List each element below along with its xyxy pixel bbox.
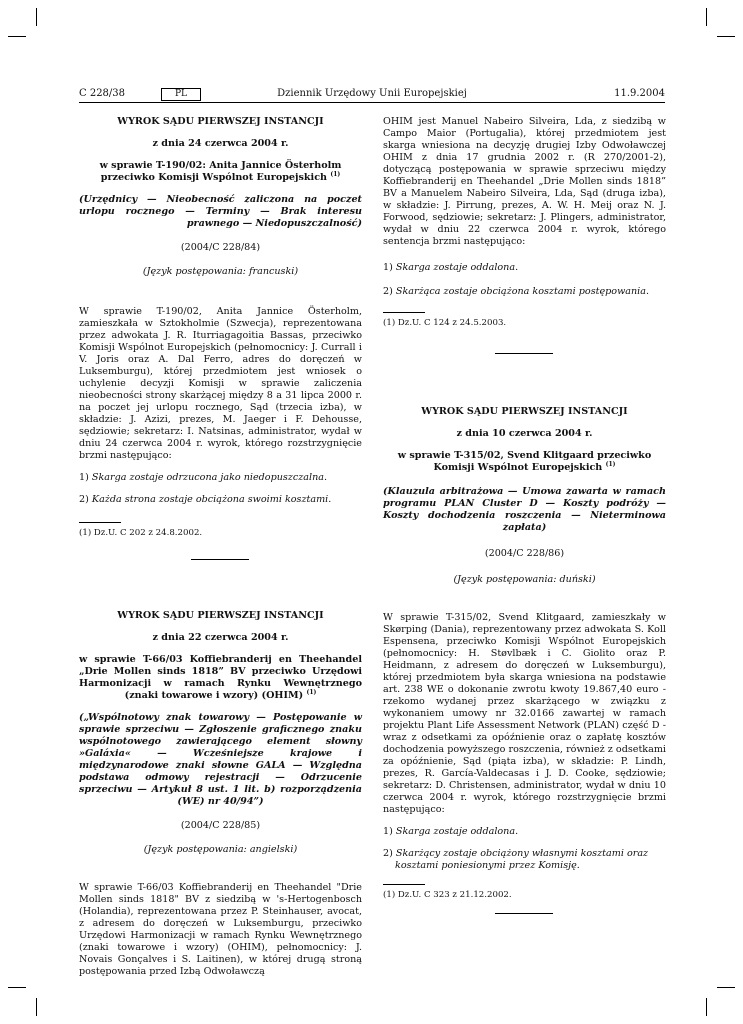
crop-mark <box>706 8 707 26</box>
footnote-mark: (1) <box>330 170 341 178</box>
procedure-language: (Język postępowania: francuski) <box>142 266 299 277</box>
judgment-subject <box>79 160 362 184</box>
judgment-subject <box>79 654 362 702</box>
journal-title: Dziennik Urzędowy Unii Europejskiej <box>277 88 467 99</box>
judgment-body-continued: OHIM jest Manuel Nabeiro Silveira, Lda, z siedzibą w Campo Maior (Portugalia), której przedmiotem jest skarga wniesiona na decyzję drugiej Izby Odwoławczej OHIM z dnia 17 grudnia 2002 r. (R 270/2001-2), dotyczącą postępowania w sprawie sprzeciwu między Koffiebranderij en Theehandel „Drie Mollen sinds 1818” BV a Manuelem Nabeiro Silveira, Lda, Sąd (druga izba), w składzie: J. Pirrung, prezes, A. W. H. Meij oraz N. J. Forwood, sędziowie; sekretarz: J. Plingers, administrator, wydał w dniu 22 czerwca 2004 r. wyrok, którego sentencja brzmi następująco: <box>383 116 666 247</box>
section-separator <box>495 353 553 354</box>
operative-item <box>383 286 666 298</box>
left-column <box>79 116 362 978</box>
crop-mark <box>36 8 37 26</box>
item-text: Skarżący zostaje obciążony własnymi kosztami oraz kosztami poniesionymi przez Komisję. <box>395 848 649 871</box>
item-number: 2) <box>79 494 89 505</box>
section-separator <box>495 913 553 914</box>
footnote: (1) Dz.U. C 323 z 21.12.2002. <box>383 890 512 900</box>
item-text: Skarga zostaje oddalona. <box>395 262 519 273</box>
item-text: Skarga zostaje odrzucona jako niedopuszczalna. <box>91 472 328 483</box>
judgment-title: WYROK SĄDU PIERWSZEJ INSTANCJI <box>117 116 324 127</box>
judgment-date: z dnia 10 czerwca 2004 r. <box>456 428 593 439</box>
judgment-t-66-03 <box>79 610 362 978</box>
item-number: 1) <box>79 472 89 483</box>
issue-date: 11.9.2004 <box>614 88 665 99</box>
procedure-language: (Język postępowania: angielski) <box>143 844 298 855</box>
subject-text: w sprawie T-315/02, Svend Klitgaard przeciwko Komisji Wspólnot Europejskich <box>397 450 652 473</box>
judgment-title: WYROK SĄDU PIERWSZEJ INSTANCJI <box>117 610 324 621</box>
footnote-mark: (1) <box>605 460 616 468</box>
judgment-keywords: (Klauzula arbitrażowa — Umowa zawarta w ramach programu PLAN Cluster D — Koszty podróży — Koszty dochodzenia roszczenia — Nieterminowa zapłata) <box>383 486 666 533</box>
operative-item <box>383 826 666 838</box>
footnote-rule <box>383 312 425 313</box>
page-reference: C 228/38 <box>79 88 126 99</box>
judgment-date: z dnia 22 czerwca 2004 r. <box>152 632 289 643</box>
crop-mark <box>717 987 735 988</box>
judgment-t-190-02 <box>79 116 362 539</box>
footnote-mark: (1) <box>306 688 317 696</box>
judgment-subject <box>383 450 666 474</box>
operative-item <box>383 262 666 274</box>
subject-text: w sprawie T-66/03 Koffiebranderij en Theehandel „Drie Mollen sinds 1818” BV przeciwko Urzędowi Harmonizacji w ramach Rynku Wewnętrznego (znaki towarowe i wzory) (OHIM) <box>79 654 362 701</box>
crop-mark <box>36 998 37 1016</box>
subject-text: w sprawie T-190/02: Anita Jannice Österholm przeciwko Komisji Wspólnot Europejskich <box>99 160 342 183</box>
judgment-keywords: („Wspólnotowy znak towarowy — Postępowanie w sprawie sprzeciwu — Zgłoszenie graficznego znaku wspólnotowego zawierającego element słowny »Galáxia« — Wcześniejsze krajowe i międzynarodowe znaki słowne GALA — Względna podstawa odmowy rejestracji — Odrzucenie sprzeciwu — Artykuł 8 ust. 1 lit. b) rozporządzenia (WE) nr 40/94”) <box>79 712 362 807</box>
language-badge: PL <box>161 88 201 101</box>
operative-item <box>383 848 666 872</box>
footnote: (1) Dz.U. C 124 z 24.5.2003. <box>383 318 507 328</box>
judgment-body: W sprawie T-190/02, Anita Jannice Österholm, zamieszkała w Sztokholmie (Szwecja), reprezentowana przez adwokata J. R. Iturriagagoitia Bassas, przeciwko Komisji Wspólnot Europejskich (pełnomocnicy: J. Currall i V. Joris oraz A. Dal Ferro, adres do doręczeń w Luksemburgu), której przedmiotem jest wniosek o uchylenie decyzji Komisji w sprawie zaliczenia nieobecności strony skarżącej między 8 a 31 lipca 2000 r. na poczet jej urlopu rocznego, Sąd (trzecia izba), w składzie: J. Azizi, prezes, M. Jaeger i F. Dehousse, sędziowie; sekretarz: I. Natsinas, administrator, wydał w dniu 24 czerwca 2004 r. wyrok, którego rozstrzygnięcie brzmi następująco: <box>79 306 362 461</box>
operative-item <box>79 494 362 506</box>
crop-mark <box>8 36 26 37</box>
judgment-title: WYROK SĄDU PIERWSZEJ INSTANCJI <box>421 406 628 417</box>
footnote: (1) Dz.U. C 202 z 24.8.2002. <box>79 528 203 538</box>
item-number: 1) <box>383 826 393 837</box>
judgment-body: W sprawie T-66/03 Koffiebranderij en Theehandel "Drie Mollen sinds 1818" BV z siedzibą w 's-Hertogenbosch (Holandia), reprezentowana przez P. Steinhauser, avocat, z adresem do doręczeń w Luksemburgu, przeciwko Urzędowi Harmonizacji w ramach Rynku Wewnętrznego (znaki towarowe i wzory) (OHIM), pełnomocnicy: J. Novais Gonçalves i S. Laitinen), w której drugą stroną postępowania przed Izbą Odwoławczą <box>79 882 362 977</box>
judgment-body: W sprawie T-315/02, Svend Klitgaard, zamieszkały w Skørping (Dania), reprezentowany przez adwokata S. Koll Espensena, przeciwko Komisji Wspólnot Europejskich (pełnomocnicy: H. Støvlbæk i C. Giolito oraz P. Heidmann, z adresem do doręczeń w Luksemburgu), której przedmiotem była skarga wniesiona na podstawie art. 238 WE o dokonanie zwrotu kwoty 19.867,40 euro - rzekomo wydanej przez skarżącego w związku z wykonaniem umowy nr 32.0166 zawartej w ramach projektu Plant Life Assessment Network (PLAN) część D - wraz z odsetkami za opóźnienie oraz o zapłatę kosztów dochodzenia powyższego roszczenia, również z odsetkami za opóźnienie, Sąd (piąta izba), w składzie: P. Lindh, prezes, R. García-Valdecasas i J. D. Cooke, sędziowie; sekretarz: D. Christensen, administrator, wydał w dniu 10 czerwca 2004 r. wyrok, którego rozstrzygnięcie brzmi następująco: <box>383 612 666 815</box>
item-number: 1) <box>383 262 393 273</box>
crop-mark <box>706 998 707 1016</box>
judgment-t-315-02 <box>383 406 666 901</box>
document-reference: (2004/C 228/86) <box>484 548 565 559</box>
running-header <box>79 88 665 104</box>
procedure-language: (Język postępowania: duński) <box>453 574 596 585</box>
crop-mark <box>717 36 735 37</box>
item-number: 2) <box>383 848 393 859</box>
document-reference: (2004/C 228/85) <box>180 820 261 831</box>
document-reference: (2004/C 228/84) <box>180 242 261 253</box>
item-text: Każda strona zostaje obciążona swoimi kosztami. <box>91 494 332 505</box>
header-rule <box>79 102 665 103</box>
judgment-date: z dnia 24 czerwca 2004 r. <box>152 138 289 149</box>
operative-item <box>79 472 362 484</box>
footnote-rule <box>383 884 425 885</box>
section-separator <box>191 559 249 560</box>
crop-mark <box>8 987 26 988</box>
item-text: Skarżąca zostaje obciążona kosztami postępowania. <box>395 286 650 297</box>
item-text: Skarga zostaje oddalona. <box>395 826 519 837</box>
item-number: 2) <box>383 286 393 297</box>
right-column <box>383 116 666 914</box>
judgment-keywords: (Urzędnicy — Nieobecność zaliczona na poczet urlopu rocznego — Terminy — Brak interesu prawnego — Niedopuszczalność) <box>79 194 362 229</box>
judgment-t-66-03-continued <box>383 116 666 329</box>
footnote-rule <box>79 522 121 523</box>
